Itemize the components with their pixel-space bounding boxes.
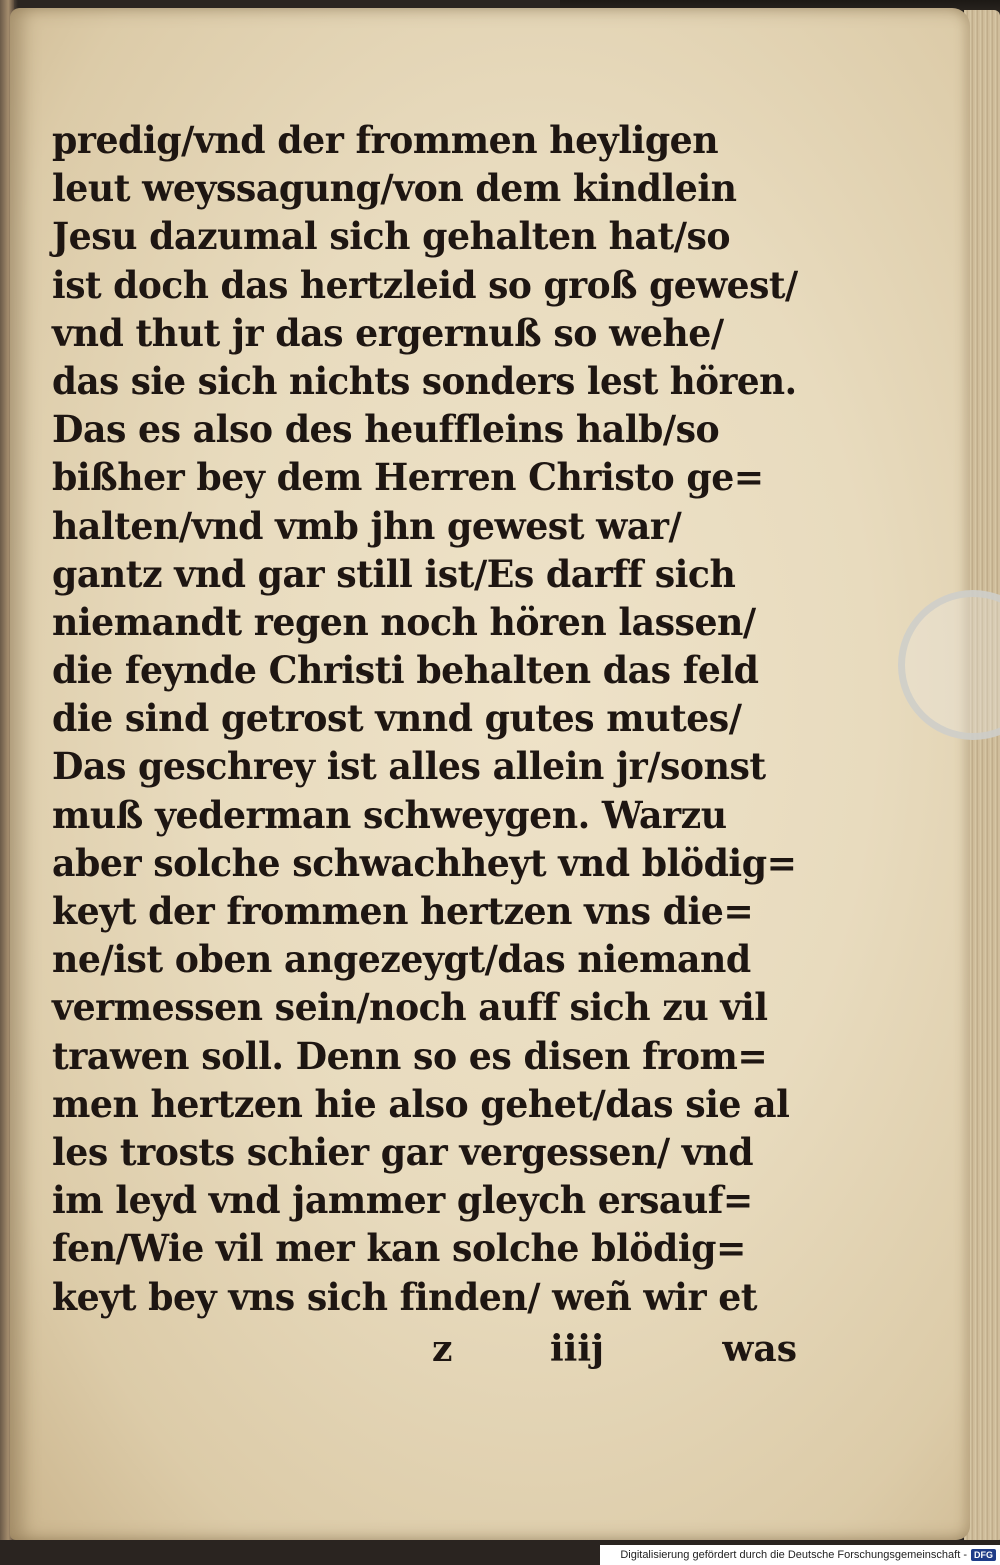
text-line: trawen soll. Denn so es disen from= <box>52 1033 768 1078</box>
catchword: was <box>722 1328 797 1370</box>
text-line: ist doch das hertzleid so groß gewest/ <box>52 262 798 307</box>
text-line: niemandt regen noch hören lassen/ <box>52 599 756 644</box>
text-line: predig/vnd der frommen heyligen <box>52 118 719 162</box>
text-line: das sie sich nichts sonders lest hören. <box>52 358 797 403</box>
text-line: Jesu dazumal sich gehalten hat/so <box>52 214 731 259</box>
page-footer <box>52 1328 797 1376</box>
text-line: les trosts schier gar vergessen/ vnd <box>52 1129 754 1174</box>
text-line: keyt bey vns sich finden/ weñ wir et <box>52 1274 758 1319</box>
text-line: ne/ist oben angezeygt/das niemand <box>52 937 751 982</box>
text-line: Das geschrey ist alles allein jr/sonst <box>52 744 766 789</box>
text-block <box>52 116 812 1321</box>
text-line: bißher bey dem Herren Christo ge= <box>52 455 764 500</box>
text-line: aber solche schwachheyt vnd blödig= <box>52 840 797 885</box>
text-line: die sind getrost vnnd gutes mutes/ <box>52 696 742 741</box>
text-line: leut weyssagung/von dem kindlein <box>52 166 737 211</box>
text-line: keyt der frommen hertzen vns die= <box>52 889 754 933</box>
text-line: im leyd vnd jammer gleych ersauf= <box>52 1178 753 1223</box>
text-line: men hertzen hie also gehet/das sie al <box>52 1081 790 1126</box>
credit-text: Digitalisierung gefördert durch die Deutsche Forschungsgemeinschaft - <box>620 1549 967 1561</box>
text-line: gantz vnd gar still ist/Es darff sich <box>52 551 736 596</box>
text-line: halten/vnd vmb jhn gewest war/ <box>52 503 682 548</box>
text-line: Das es also des heuffleins halb/so <box>52 407 720 452</box>
folio-number: iiij <box>550 1328 605 1370</box>
text-line: die feynde Christi behalten das feld <box>52 648 759 693</box>
credit-bar <box>600 1545 1000 1565</box>
signature-mark: z <box>432 1328 453 1370</box>
dfg-logo-icon: DFG <box>971 1549 996 1561</box>
text-line: muß yederman schweygen. Warzu <box>52 792 727 837</box>
text-line: vnd thut jr das ergernuß so wehe/ <box>52 310 724 355</box>
text-line: fen/Wie vil mer kan solche blödig= <box>52 1226 746 1271</box>
text-line: vermessen sein/noch auff sich zu vil <box>52 985 768 1030</box>
